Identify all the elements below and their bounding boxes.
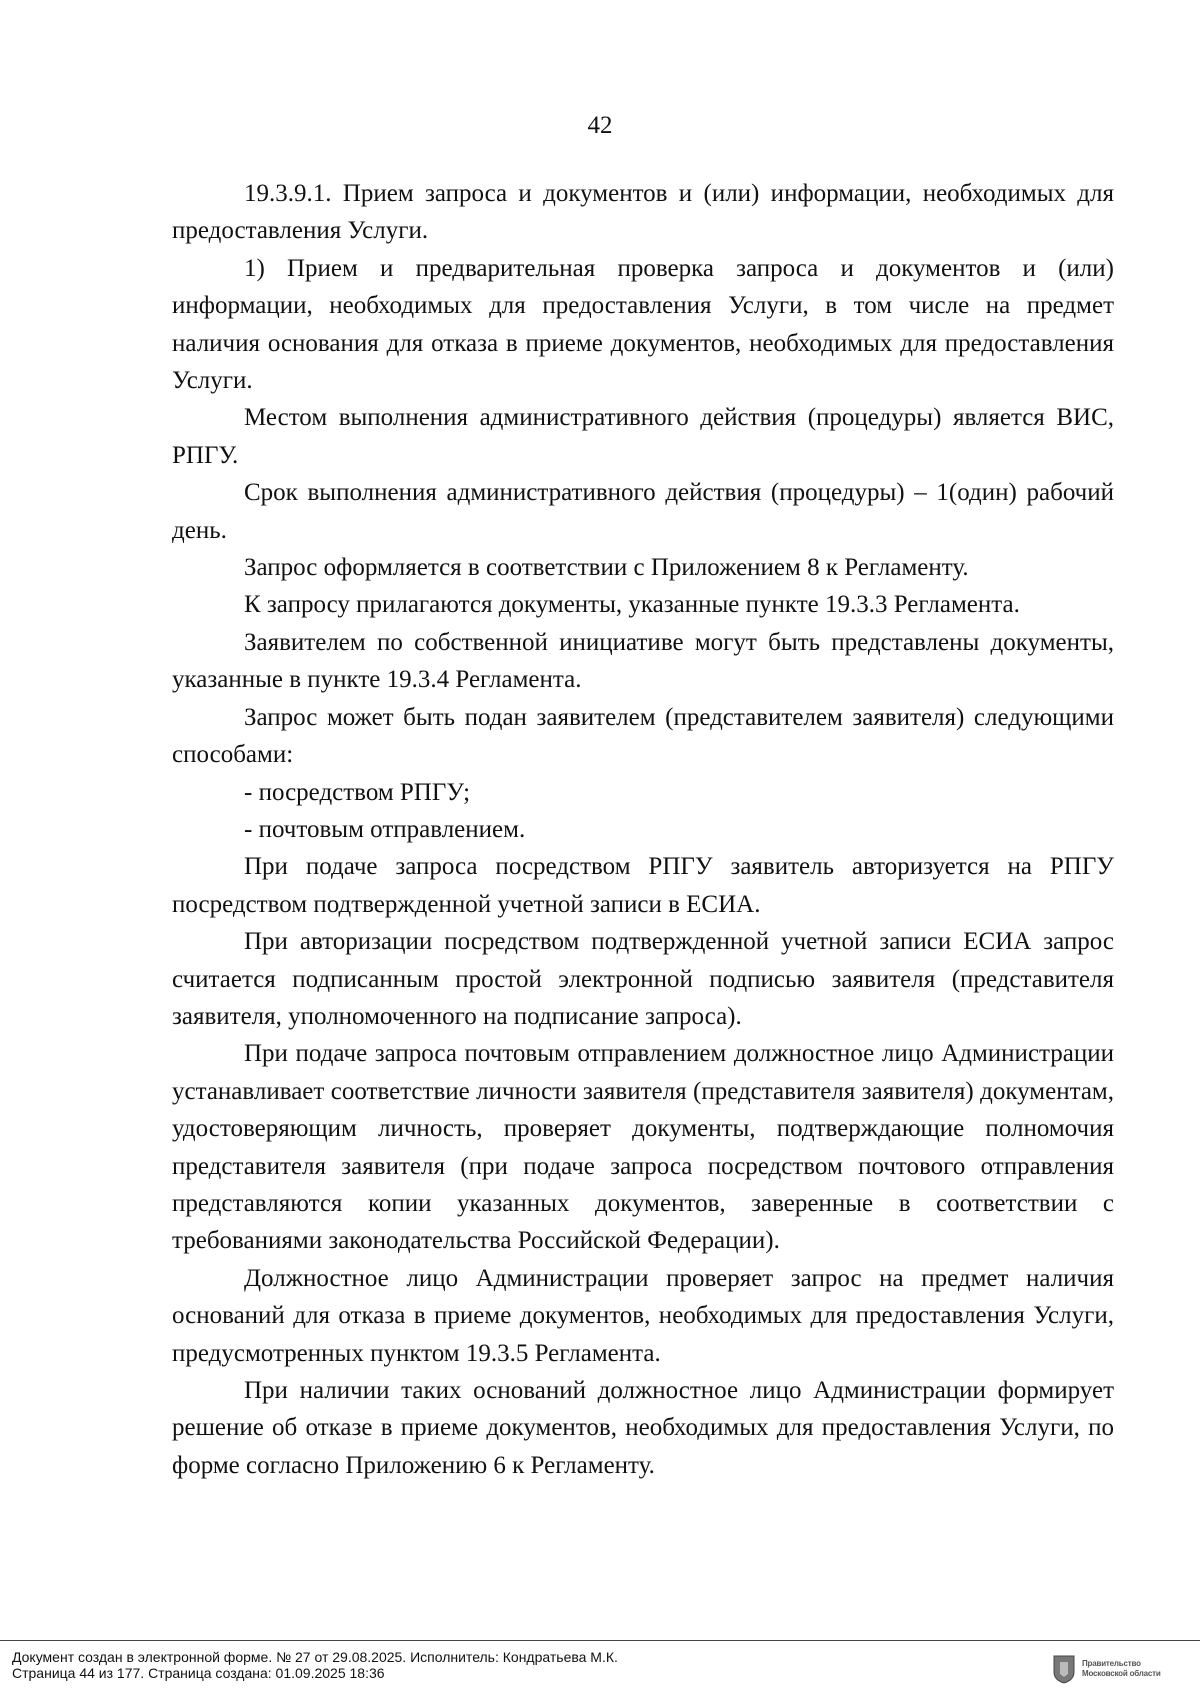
document-body <box>172 175 1114 1484</box>
paragraph: - посредством РПГУ; <box>244 778 471 806</box>
footer-text <box>12 1649 618 1681</box>
logo-text <box>1082 1659 1161 1679</box>
paragraph: К запросу прилагаются документы, указанные пункте 19.3.3 Регламента. <box>244 591 1020 619</box>
paragraph: Запрос оформляется в соответствии с Приложением 8 к Регламенту. <box>244 554 969 582</box>
paragraph: При подаче запроса почтовым отправлением должностное лицо Администрации устанавливает соответствие личности заявителя (представителя заявителя) документам, удостоверяющим личность, проверяет документы, подтверждающие полномочия представителя заявителя (при подаче запроса посредством почтового отправления представляются копии указанных документов, заверенные в соответствии с требованиями законодательства Российской Федерации). <box>172 1040 1114 1255</box>
coat-of-arms-icon <box>1052 1654 1076 1684</box>
paragraph: Должностное лицо Администрации проверяет запрос на предмет наличия оснований для отказа в приеме документов, необходимых для предоставления Услуги, предусмотренных пунктом 19.3.5 Регламента. <box>172 1264 1114 1367</box>
paragraph: При авторизации посредством подтвержденной учетной записи ЕСИА запрос считается подписанным простой электронной подписью заявителя (представителя заявителя, уполномоченного на подписание запроса). <box>172 928 1114 1030</box>
paragraph: Заявителем по собственной инициативе могут быть представлены документы, указанные в пункте 19.3.4 Регламента. <box>172 628 1114 694</box>
page-number: 42 <box>587 112 613 139</box>
paragraph: Срок выполнения административного действия (процедуры) – 1(один) рабочий день. <box>172 479 1114 544</box>
logo-text-line-2: Московской области <box>1082 1669 1161 1678</box>
document-footer <box>0 1640 1200 1699</box>
paragraph: При подаче запроса посредством РПГУ заявитель авторизуется на РПГУ посредством подтвержденной учетной записи в ЕСИА. <box>172 853 1114 918</box>
paragraph: При наличии таких оснований должностное лицо Администрации формирует решение об отказе в приеме документов, необходимых для предоставления Услуги, по форме согласно Приложению 6 к Регламенту. <box>172 1377 1114 1479</box>
government-logo <box>1052 1649 1192 1689</box>
paragraph: Местом выполнения административного действия (процедуры) является ВИС, РПГУ. <box>172 404 1114 469</box>
paragraph: Запрос может быть подан заявителем (представителем заявителя) следующими способами: <box>172 703 1114 769</box>
footer-page-info: Страница 44 из 177. Страница создана: 01.09.2025 18:36 <box>12 1665 385 1681</box>
paragraph: 1) Прием и предварительная проверка запроса и документов и (или) информации, необходимых для предоставления Услуги, в том числе на предмет наличия основания для отказа в приеме документов, необходимых для предоставления Услуги. <box>172 254 1114 395</box>
paragraph: - почтовым отправлением. <box>244 815 526 843</box>
footer-document-info: Документ создан в электронной форме. № 27 от 29.08.2025. Исполнитель: Кондратьева М.К. <box>12 1649 618 1665</box>
paragraph: 19.3.9.1. Прием запроса и документов и (или) информации, необходимых для предоставления Услуги. <box>172 180 1114 245</box>
logo-text-line-1: Правительство <box>1082 1659 1141 1668</box>
